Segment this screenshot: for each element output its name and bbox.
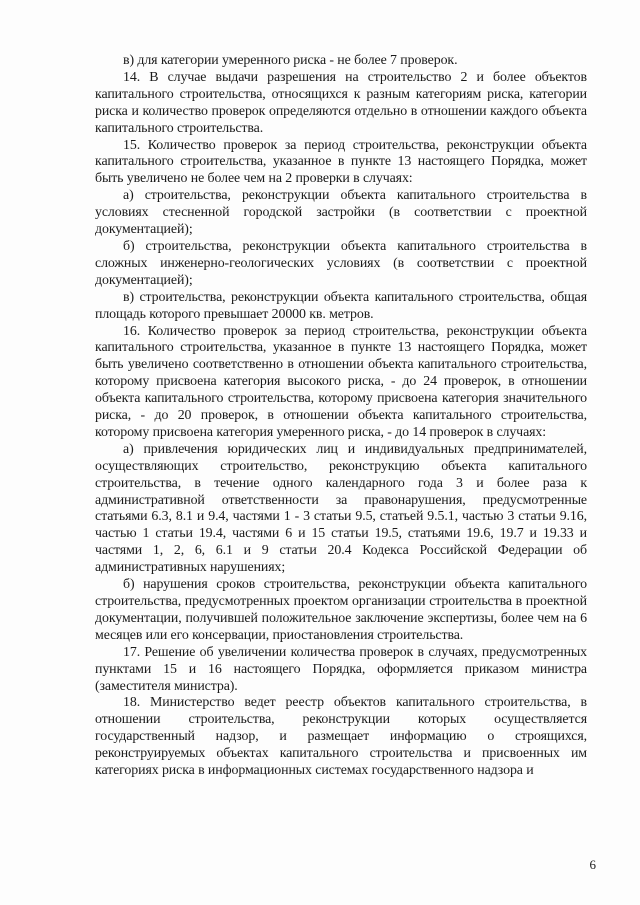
paragraph-16b: б) нарушения сроков строительства, реконструкции объекта капитального строительства, предусмотренных проектом организации строительства в проектной документации, получившей положительное заключение экспертизы, более чем на 6 месяцев или его консервации, приостановления строительства. [95, 577, 587, 643]
paragraph-18: 18. Министерство ведет реестр объектов капитального строительства, в отношении строительства, реконструкции которых осуществляется государственный надзор, и размещает информацию о строящихся, реконструируемых объектах капитального строительства и присвоенных им категориях риска в информационных системах государственного надзора и [95, 695, 587, 779]
paragraph-16a: а) привлечения юридических лиц и индивидуальных предпринимателей, осуществляющих строительство, реконструкцию объекта капитального строительства, в течение одного календарного года 3 и более раза к административной ответственности за правонарушения, предусмотренные статьями 6.3, 8.1 и 9.4, частями 1 - 3 статьи 9.5, статьей 9.5.1, частью 3 статьи 9.16, частью 1 статьи 19.4, частями 6 и 15 статьи 19.5, статьями 19.6, 19.7 и 19.33 и частями 1, 2, 6, 6.1 и 9 статьи 20.4 Кодекса Российской Федерации об административных нарушениях; [95, 441, 587, 576]
paragraph-15b: б) строительства, реконструкции объекта капитального строительства в сложных инженерно-геологических условиях (в соответствии с проектной документацией); [95, 238, 587, 288]
paragraph-15: 15. Количество проверок за период строительства, реконструкции объекта капитального строительства, указанное в пункте 13 настоящего Порядка, может быть увеличено не более чем на 2 проверки в случаях: [95, 137, 587, 187]
paragraph-15v: в) строительства, реконструкции объекта капитального строительства, общая площадь которого превышает 20000 кв. метров. [95, 289, 587, 322]
paragraph-13v: в) для категории умеренного риска - не более 7 проверок. [123, 53, 458, 68]
paragraph-17: 17. Решение об увеличении количества проверок в случаях, предусмотренных пунктами 15 и 16 настоящего Порядка, оформляется приказом министра (заместителя министра). [95, 644, 587, 694]
paragraph-15a: а) строительства, реконструкции объекта капитального строительства в условиях стесненной городской застройки (в соответствии с проектной документацией); [95, 188, 587, 238]
document-body [95, 53, 587, 780]
page-number: 6 [589, 857, 596, 872]
paragraph-16: 16. Количество проверок за период строительства, реконструкции объекта капитального строительства, указанное в пункте 13 настоящего Порядка, может быть увеличено соответственно в отношении объекта капитального строительства, которому присвоена категория высокого риска, - до 24 проверок, в отношении объекта капитального строительства, которому присвоена категория значительного риска, - до 20 проверок, в отношении объекта капитального строительства, которому присвоена категория умеренного риска, - до 14 проверок в случаях: [95, 323, 587, 440]
paragraph-14: 14. В случае выдачи разрешения на строительство 2 и более объектов капитального строительства, относящихся к разным категориям риска, категории риска и количество проверок определяются отдельно в отношении каждого объекта капитального строительства. [95, 69, 587, 136]
